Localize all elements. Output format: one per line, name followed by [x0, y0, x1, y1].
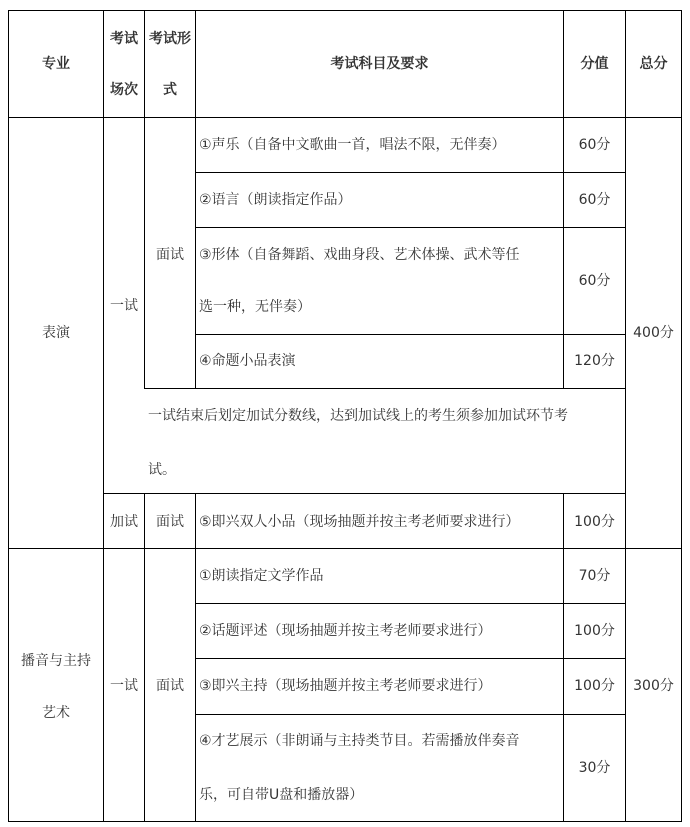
- broad-item-4-subject-line2: 乐，可自带U盘和播放器）: [199, 787, 364, 803]
- perf-item-3-subject-line2: 选一种，无伴奏）: [199, 299, 311, 315]
- perf-item-1-score: 60分: [578, 137, 611, 153]
- perf-item-2-subject: ②语言（朗读指定作品）: [199, 192, 352, 208]
- perf-note-line1: 一试结束后划定加试分数线，达到加试线上的考生须参加加试环节考: [148, 408, 568, 424]
- broad-item-4-subject-line1: ④才艺展示（非朗诵与主持类节目。若需播放伴奏音: [199, 733, 520, 749]
- perf-first-session: 一试: [110, 298, 138, 314]
- broad-item-1-subject: ①朗读指定文学作品: [199, 568, 324, 584]
- header-session-line2: 场次: [110, 82, 138, 98]
- col-line-subject-a: [563, 117, 564, 389]
- section-divider: [8, 548, 682, 549]
- col-line-session-header: [144, 10, 145, 118]
- perf-item-2-score: 60分: [578, 192, 611, 208]
- header-session-line1: 考试: [110, 31, 138, 47]
- table-border-bottom: [8, 821, 682, 822]
- perf-extra-score: 100分: [574, 514, 615, 530]
- broad-major-line2: 艺术: [42, 705, 70, 721]
- broad-item-3-score: 100分: [574, 678, 615, 694]
- row-line-broad-2: [195, 658, 626, 659]
- perf-extra-subject: ⑤即兴双人小品（现场抽题并按主考老师要求进行）: [199, 514, 520, 530]
- broad-item-3-subject: ③即兴主持（现场抽题并按主考老师要求进行）: [199, 678, 492, 694]
- broad-total: 300分: [633, 678, 674, 694]
- table-border-right: [681, 10, 682, 822]
- table-border-top: [8, 10, 682, 11]
- row-line-perf-note: [103, 493, 626, 494]
- header-divider: [8, 117, 682, 118]
- perf-item-4-score: 120分: [574, 353, 615, 369]
- header-total: 总分: [639, 56, 668, 72]
- header-subjects: 考试科目及要求: [330, 56, 429, 72]
- broad-major-line1: 播音与主持: [21, 653, 91, 669]
- perf-major: 表演: [42, 325, 70, 341]
- perf-item-1-subject: ①声乐（自备中文歌曲一首，唱法不限，无伴奏）: [199, 137, 506, 153]
- broad-item-2-subject: ②话题评述（现场抽题并按主考老师要求进行）: [199, 623, 492, 639]
- row-line-broad-3: [195, 714, 626, 715]
- col-line-form-a: [195, 117, 196, 389]
- perf-item-3-score: 60分: [578, 273, 611, 289]
- broad-item-4-score: 30分: [578, 760, 611, 776]
- header-score: 分值: [580, 56, 609, 72]
- broad-form: 面试: [156, 678, 184, 694]
- broad-item-2-score: 100分: [574, 623, 615, 639]
- row-line-perf-4: [144, 388, 626, 389]
- col-line-major: [103, 10, 104, 822]
- header-major: 专业: [42, 56, 70, 72]
- broad-session: 一试: [110, 678, 138, 694]
- col-line-score: [625, 10, 626, 822]
- row-line-perf-1: [195, 172, 626, 173]
- row-line-broad-1: [195, 603, 626, 604]
- perf-item-4-subject: ④命题小品表演: [199, 353, 296, 369]
- col-line-session-b: [144, 493, 145, 822]
- broad-item-1-score: 70分: [578, 568, 611, 584]
- header-form-line2: 式: [163, 82, 177, 98]
- perf-extra-form: 面试: [156, 514, 184, 530]
- table-border-left: [8, 10, 9, 822]
- row-line-perf-2: [195, 227, 626, 228]
- perf-first-form: 面试: [156, 247, 184, 263]
- header-form-line1: 考试形: [149, 31, 191, 47]
- perf-note-line2: 试。: [148, 462, 176, 478]
- perf-total: 400分: [633, 325, 674, 341]
- perf-item-3-subject-line1: ③形体（自备舞蹈、戏曲身段、艺术体操、武术等任: [199, 247, 520, 263]
- row-line-perf-3: [195, 334, 626, 335]
- perf-extra-session: 加试: [110, 514, 138, 530]
